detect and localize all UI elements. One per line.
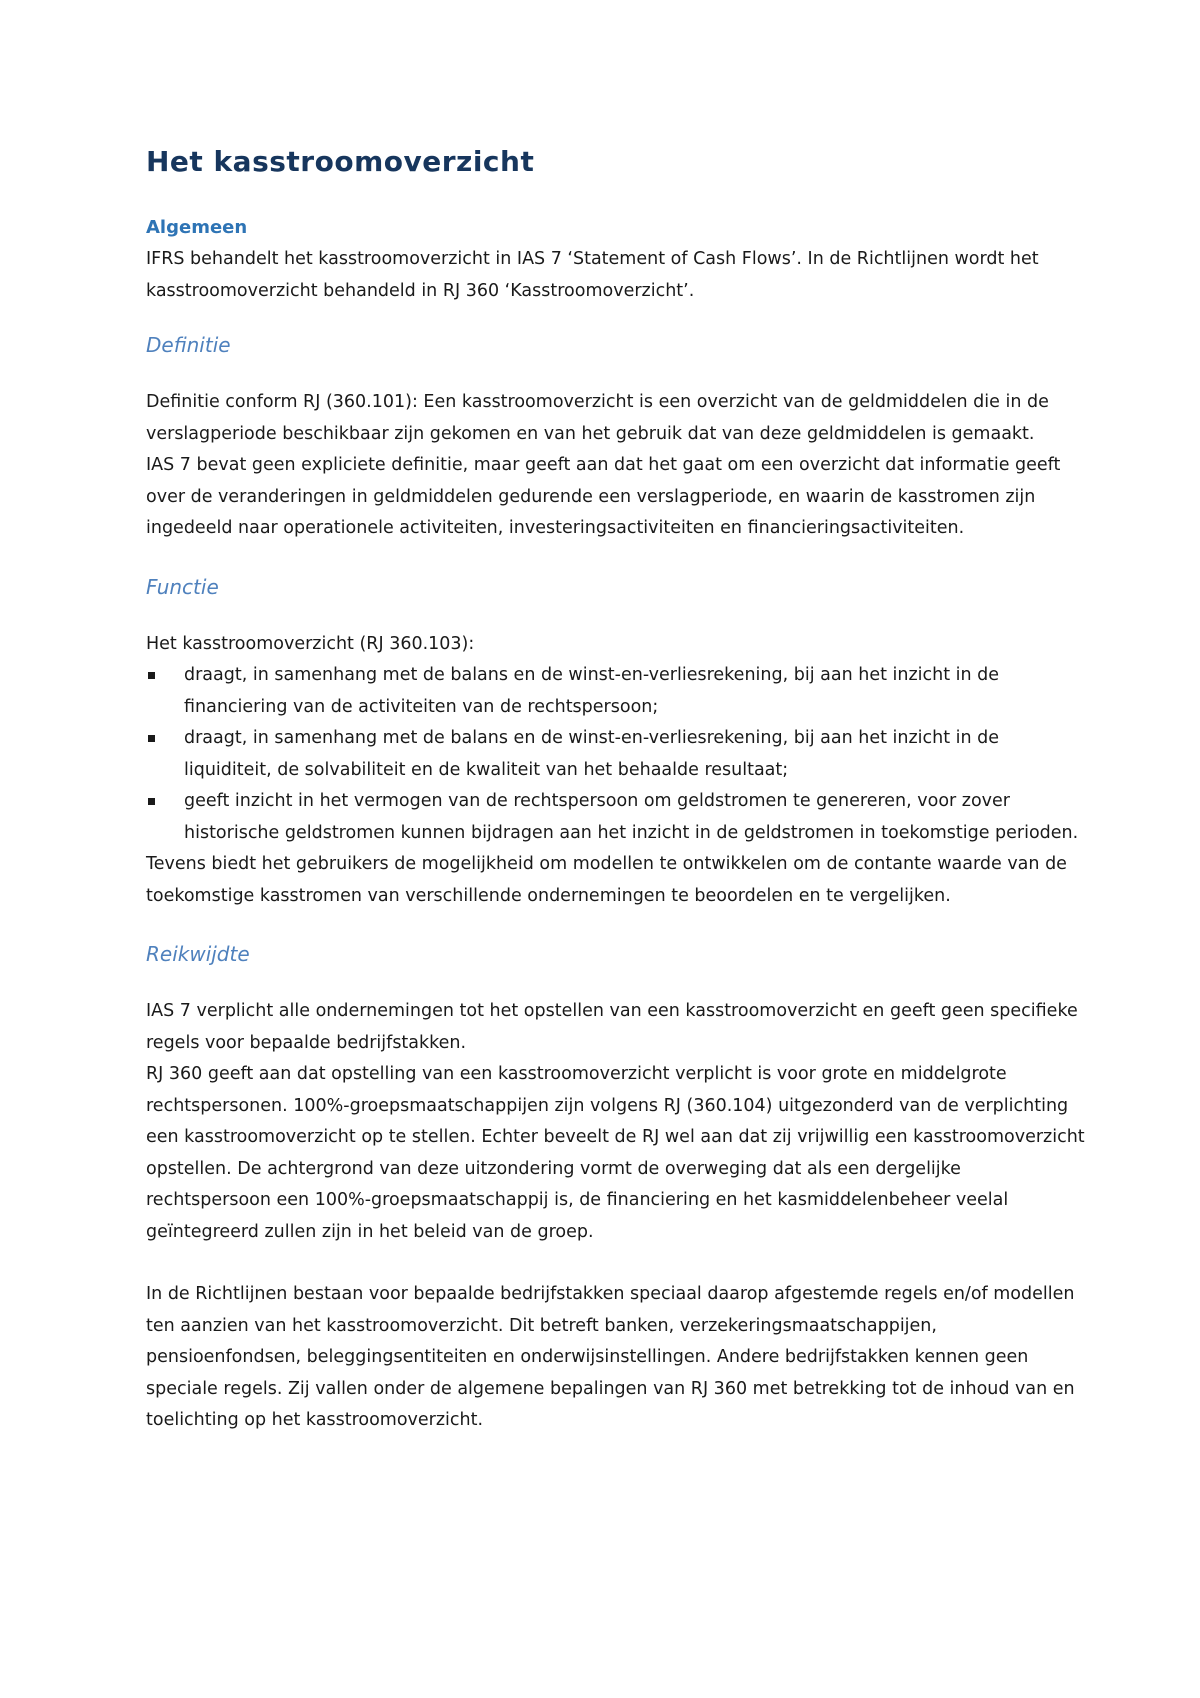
paragraph-reikwijdte-2: RJ 360 geeft aan dat opstelling van een kasstroomoverzicht verplicht is voor grote en middelgrote rechtspersonen. 100%-groepsmaatschappijen zijn volgens RJ (360.104) uitgezonderd van de verplichting een kasstroomoverzicht op te stellen. Echter beveelt de RJ wel aan dat zij vrijwillig een kasstroomoverzicht opstellen. De achtergrond van deze uitzondering vormt de overweging dat als een dergelijke rechtspersoon een 100%-groepsmaatschappij is, de financiering en het kasmiddelenbeheer veelal geïntegreerd zullen zijn in het beleid van de groep. [146, 1064, 1085, 1242]
heading-reikwijdte: Reikwijdte [146, 942, 250, 966]
paragraph-reikwijdte-1: IAS 7 verplicht alle ondernemingen tot het opstellen van een kasstroomoverzicht en geeft geen specifieke regels voor bepaalde bedrijfstakken. [146, 1001, 1078, 1053]
paragraph-definitie-2: IAS 7 bevat geen expliciete definitie, maar geeft aan dat het gaat om een overzicht dat informatie geeft over de veranderingen in geldmiddelen gedurende een verslagperiode, en waarin de kasstromen zijn ingedeeld naar operationele activiteiten, investeringsactiviteiten en financieringsactiviteiten. [146, 455, 1061, 538]
list-item [146, 723, 1086, 786]
square-bullet-icon [148, 735, 155, 742]
document-page [146, 140, 1086, 1437]
paragraph-functie-intro: Het kasstroomoverzicht (RJ 360.103): [146, 633, 475, 654]
list-item-text: draagt, in samenhang met de balans en de winst-en-verliesrekening, bij aan het inzicht in de liquiditeit, de solvabiliteit en de kwaliteit van het behaalde resultaat; [184, 728, 1000, 780]
page-title: Het kasstroomoverzicht [146, 145, 535, 178]
list-item-text: draagt, in samenhang met de balans en de winst-en-verliesrekening, bij aan het inzicht in de financiering van de activiteiten van de rechtspersoon; [184, 665, 1000, 717]
heading-functie: Functie [146, 574, 219, 599]
heading-definitie: Definitie [146, 333, 231, 357]
paragraph-algemeen: IFRS behandelt het kasstroomoverzicht in IAS 7 ‘Statement of Cash Flows’. In de Richtlijnen wordt het kasstroomoverzicht behandeld in RJ 360 ‘Kasstroomoverzicht’. [146, 249, 1039, 301]
heading-algemeen: Algemeen [146, 217, 248, 238]
square-bullet-icon [148, 798, 155, 805]
list-item [146, 660, 1086, 723]
paragraph-reikwijdte-3: In de Richtlijnen bestaan voor bepaalde bedrijfstakken speciaal daarop afgestemde regels en/of modellen ten aanzien van het kasstroomoverzicht. Dit betreft banken, verzekeringsmaatschappijen, pensioenfondsen, beleggingsentiteiten en onderwijsinstellingen. Andere bedrijfstakken kennen geen speciale regels. Zij vallen onder de algemene bepalingen van RJ 360 met betrekking tot de inhoud van en toelichting op het kasstroomoverzicht. [146, 1284, 1075, 1430]
functie-bullet-list [146, 660, 1086, 849]
list-item [146, 786, 1086, 849]
list-item-text: geeft inzicht in het vermogen van de rechtspersoon om geldstromen te genereren, voor zover historische geldstromen kunnen bijdragen aan het inzicht in de geldstromen in toekomstige perioden. [184, 791, 1079, 843]
paragraph-functie-outro: Tevens biedt het gebruikers de mogelijkheid om modellen te ontwikkelen om de contante waarde van de toekomstige kasstromen van verschillende ondernemingen te beoordelen en te vergelijken. [146, 854, 1067, 906]
paragraph-definitie-1: Definitie conform RJ (360.101): Een kasstroomoverzicht is een overzicht van de geldmiddelen die in de verslagperiode beschikbaar zijn gekomen en van het gebruik dat van deze geldmiddelen is gemaakt. [146, 392, 1049, 444]
square-bullet-icon [148, 672, 155, 679]
